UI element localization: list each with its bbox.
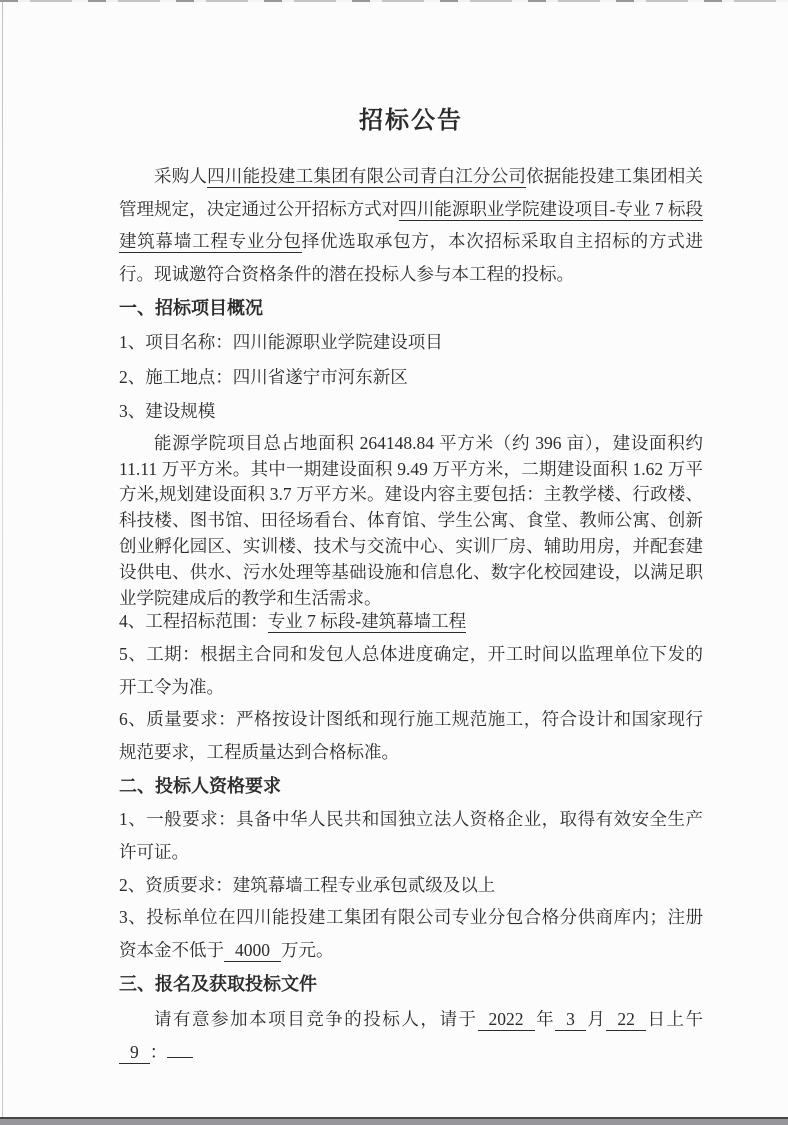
- intro-text-mid: 依据能投建工集团相关管理规定，决定通过公开招标方式对: [119, 166, 704, 219]
- supplier-requirement-text: 3、投标单位在四川能投建工集团有限公司专业分包合格分供商库内；注册资本金不低于: [119, 907, 703, 960]
- bid-scope-label: 4、工程招标范围：: [119, 611, 268, 632]
- intro-text-pre: 采购人: [154, 166, 208, 186]
- registration-line: [119, 1003, 703, 1068]
- day-unit: 日上午: [645, 1009, 703, 1030]
- supplier-requirement-unit: 万元。: [281, 939, 334, 960]
- item-project-name: 1、项目名称：四川能源职业学院建设项目: [119, 332, 443, 353]
- item-credential-requirement: 2、资质要求：建筑幕墙工程专业承包贰级及以上: [119, 874, 496, 895]
- intro-paragraph: [119, 160, 703, 290]
- month-unit: 月: [585, 1009, 607, 1030]
- year-unit: 年: [534, 1009, 556, 1030]
- item-quality: 6、质量要求：严格按设计图纸和现行施工规范施工，符合设计和国家现行规范要求，工程质量达到合格标准。: [119, 709, 703, 762]
- blank-year: 2022: [478, 1009, 535, 1031]
- item-duration: 5、工期：根据主合同和发包人总体进度确定，开工时间以监理单位下发的开工令为准。: [119, 644, 703, 697]
- item-general-requirement: 1、一般要求：具备中华人民共和国独立法人资格企业，取得有效安全生产许可证。: [119, 809, 703, 863]
- hour-unit: ：: [149, 1041, 168, 1062]
- scale-detail-paragraph: 能源学院项目总占地面积 264148.84 平方米（约 396 亩），建设面积约 11.11 万平方米。其中一期建设面积 9.49 万平方米，二期建设面积 1.62 万平方米,规划建设面积 3.7 万平方米。建设内容主要包括：主教学楼、行政楼、科技楼、图书馆、田径场看台、体育馆、学生公寓、食堂、教师公寓、创新创业孵化园区、实训楼、技术与交流中心、实训厂房、辅助用房，并配套建设供电、供水、污水处理等基础设施和信息化、数字化校园建设，以满足职业学院建成后的教学和生活需求。: [119, 432, 703, 608]
- section-heading-qualification: 二、投标人资格要求: [119, 776, 281, 797]
- buyer-name-underline: 四川能投建工集团有限公司青白江分公司: [207, 166, 527, 186]
- document-title: 招标公告: [359, 108, 463, 134]
- intro-text-tail: 择优选取承包方，本次招标采取自主招标的方式进行。现诚邀符合资格条件的潜在投标人参与本工程的投标。: [119, 231, 704, 284]
- scan-artifact-left-edge: [2, 2, 3, 1117]
- section-heading-overview: 一、招标项目概况: [119, 298, 263, 319]
- item-supplier-requirement: [119, 901, 703, 966]
- scan-artifact-bottom-edge: [0, 1117, 788, 1125]
- registration-invite-text: 请有意参加本项目竞争的投标人，请于: [154, 1009, 478, 1030]
- trailing-blank-line: [167, 1039, 193, 1058]
- document-content: [119, 0, 703, 1069]
- item-construction-site: 2、施工地点：四川省遂宁市河东新区: [119, 366, 408, 387]
- blank-month: 3: [555, 1009, 586, 1031]
- section-heading-registration: 三、报名及获取投标文件: [119, 974, 317, 995]
- item-bid-scope: [119, 605, 703, 638]
- blank-hour: 9: [119, 1042, 150, 1064]
- bid-scope-underline: 专业 7 标段-建筑幕墙工程: [267, 611, 467, 632]
- item-construction-scale: 3、建设规模: [119, 401, 216, 422]
- blank-day: 22: [606, 1009, 646, 1031]
- project-package-underline: 四川能源职业学院建设项目-专业 7 标段建筑幕墙工程专业分包: [119, 198, 704, 252]
- registered-capital-underline: 4000: [224, 940, 281, 962]
